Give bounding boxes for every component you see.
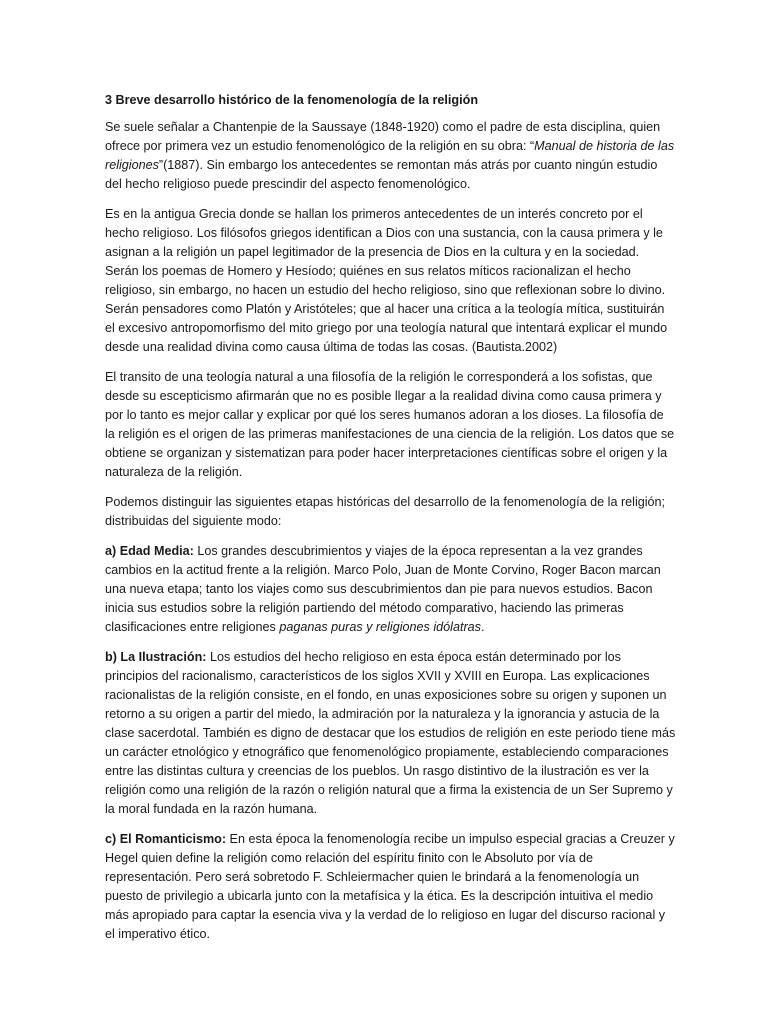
paragraph-ilustracion	[105, 648, 676, 819]
paragraph-grecia: Es en la antigua Grecia donde se hallan los primeros antecedentes de un interés concreto por el hecho religioso. Los filósofos griegos identifican a Dios con una sustancia, con la causa primera y le asignan a la religión un papel legitimador de la presencia de Dios en la cultura y en la sociedad. Serán los poemas de Homero y Hesíodo; quiénes en sus relatos míticos racionalizan el hecho religioso, sin embargo, no hacen un estudio del hecho religioso, sino que reflexionan sobre lo divino. Serán pensadores como Platón y Aristóteles; que al hacer una crítica a la teología mítica, sustituirán el excesivo antropomorfismo del mito griego por una teología natural que intentará explicar el mundo desde una realidad divina como causa última de todas las cosas. (Bautista.2002)	[105, 207, 668, 354]
edad-media-text-a: Los grandes descubrimientos y viajes de la época representan a la vez grandes cambios en la actitud frente a la religión. Marco Polo, Juan de Monte Corvino, Roger Bacon marcan una nueva etapa; tanto los viajes como sus descubrimientos dan pie para nuevos estudios. Bacon inicia sus estudios sobre la religión partiendo del método comparativo, haciendo las primeras clasificaciones entre religiones	[105, 544, 661, 634]
paragraph-chantepie	[105, 118, 676, 194]
ilustracion-text: Los estudios del hecho religioso en esta época están determinado por los principios del racionalismo, característicos de los siglos XVII y XVIII en Europa. Las explicaciones racionalistas de la religión consiste, en el fondo, en unas exposiciones sobre su origen y suponen un retorno a su origen a partir del miedo, la admiración por la naturaleza y la ignorancia y astucia de la clase sacerdotal. También es digno de destacar que los estudios de religión en este periodo tiene más un carácter etnológico y etnográfico que fenomenológico propiamente, estableciendo comparaciones entre las distintas cultura y creencias de los pueblos. Un rasgo distintivo de la ilustración es ver la religión como una religión de la razón o religión natural que a firma la existencia de un Ser Supremo y la moral fundada en la razón humana.	[105, 650, 676, 816]
edad-media-italic: paganas puras y religiones idólatras	[279, 620, 481, 634]
romanticismo-label: c) El Romanticismo:	[105, 832, 227, 846]
romanticismo-text: En esta época la fenomenología recibe un impulso especial gracias a Creuzer y Hegel quien define la religión como relación del espíritu finito con le Absoluto por vía de representación. Pero será sobretodo F. Schleiermacher quien le brindará a la fenomenología un puesto de privilegio a ubicarla junto con la metafísica y la ética. Es la descripción intuitiva el medio más apropiado para captar la esencia viva y la verdad de lo religioso en lugar del discurso racional y el imperativo ético.	[105, 832, 675, 941]
paragraph-chantepie-text-a: Se suele señalar a Chantenpie de la Saussaye (1848-1920) como el padre de esta disciplina, quien ofrece por primera vez un estudio fenomenológico de la religión en su obra: “	[105, 120, 661, 153]
paragraph-sofistas: El transito de una teología natural a una filosofía de la religión le corresponderá a los sofistas, que desde su escepticismo afirmarán que no es posible llegar a la realidad divina como causa primera y por lo tanto es mejor callar y explicar por qué los seres humanos adoran a los dioses. La filosofía de la religión es el origen de las primeras manifestaciones de una ciencia de la religión. Los datos que se obtiene se organizan y sistematizan para poder hacer interpretaciones científicas sobre el origen y la naturaleza de la religión.	[105, 370, 675, 479]
paragraph-romanticismo	[105, 830, 676, 944]
paragraph-chantepie-text-b: ”(1887). Sin embargo los antecedentes se remontan más atrás por cuanto ningún estudio del hecho religioso puede prescindir del aspecto fenomenológico.	[105, 158, 658, 191]
paragraph-etapas-intro: Podemos distinguir las siguientes etapas históricas del desarrollo de la fenomenología de la religión; distribuidas del siguiente modo:	[105, 495, 666, 528]
section-heading: 3 Breve desarrollo histórico de la fenomenología de la religión	[105, 93, 479, 107]
edad-media-label: a) Edad Media:	[105, 544, 194, 558]
edad-media-text-b: .	[480, 620, 485, 634]
paragraph-edad-media	[105, 542, 676, 637]
book-title-italic: Manual de historia de las religiones	[105, 139, 675, 172]
ilustracion-label: b) La Ilustración:	[105, 650, 207, 664]
